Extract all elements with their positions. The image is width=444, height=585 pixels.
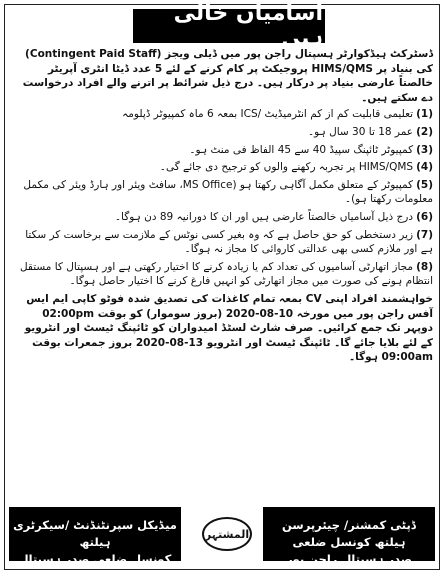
signature-line: میڈیکل سپرنٹنڈنٹ /سیکرٹری ہیلتھ [13,518,177,549]
advertisement-page [4,1,440,583]
list-item [11,160,433,175]
item-text: کمپیوٹر ٹائپنگ سپیڈ 40 سے 45 الفاظ فی منٹ ہو۔ [189,143,414,156]
item-number: (2) [416,125,433,138]
item-number: (8) [416,260,433,273]
item-text: عمر 18 تا 30 سال ہو۔ [308,125,414,138]
item-text: تعلیمی قابلیت کم از کم انٹرمیڈیٹ /ICS بمعہ 6 ماہ کمپیوٹر ڈپلومہ [122,108,414,121]
item-number: (3) [416,143,433,156]
advertiser-stamp: المشتہر [202,517,252,551]
signature-line: ڈپٹی کمشنر/ چیئرپرسن ہیلتھ کونسل ضلعی [282,518,416,549]
page-title: آسامیاں خالی ہیں [133,9,325,43]
list-item [11,143,433,158]
item-text: HIMS/QMS پر تجربہ رکھنے والوں کو ترجیح دی جائے گی۔ [159,161,414,174]
advertisement-body [11,47,433,367]
item-number: (6) [416,210,433,223]
signature-block-deputy-commissioner [263,507,435,566]
item-number: (1) [416,108,433,121]
item-text: درج ذیل آسامیاں خالصتاً عارضی ہیں اور ان کا دورانیہ 89 دن ہوگا۔ [114,210,414,223]
list-item [11,228,433,257]
item-text: زیر دستخطی کو حق حاصل ہے کہ وہ بغیر کسی نوٹس کے ملازمت سے برخاست کر سکتا ہے اور ملازم کسی بھی عدالتی کاروائی کا مجاز نہ ہوگا۔ [25,228,433,256]
item-number: (4) [416,161,433,174]
list-item [11,210,433,225]
item-number: (7) [416,228,433,241]
item-text: مجاز اتھارٹی آسامیوں کی تعداد کم یا زیادہ کرنے کا اختیار رکھتی ہے اور ہسپتال کا مستقل انتظام ہونے کی صورت میں مجاز اتھارٹی کو انہیں فارغ کرنے کا اختیار حاصل ہوگا۔ [19,260,433,288]
intro-paragraph: ڈسٹرکٹ ہیڈکوارٹر ہسپتال راجن پور میں ڈیلی ویجز (Contingent Paid Staff) کی بنیاد پر HIMS/QMS پروجیکٹ پر کام کرنے کے لئے 5 عدد ڈیٹا انٹری آپریٹر خالصتاً عارضی بنیاد پر درکار ہیں۔ درج ذیل شرائط پر اترنے والے افراد درخواست دے سکتے ہیں۔ [22,48,433,104]
list-item [11,125,433,140]
list-item [11,178,433,207]
list-item [11,260,433,289]
signature-line: کونسل ضلعی صدر ہسپتال راجن پور [18,552,172,583]
closing-paragraph: خواہشمند افراد اپنی CV بمعہ تمام کاغذات کی تصدیق شدہ فوٹو کاپی ایم ایس آفس راجن پور میں مورخہ 10-08-2020 (بروز سوموار) کو بوقت 02:00pm دوپہر تک جمع کرائیں۔ صرف شارٹ لسٹڈ امیدواران کو ٹائپنگ ٹیسٹ اور انٹرویو کے لئے بلایا جائے گا۔ ٹائپنگ ٹیسٹ اور انٹرویو 13-08-2020 بروز جمعرات بوقت 09:00am ہوگا۔ [24,292,433,364]
item-text: کمپیوٹر کے متعلق مکمل آگاہی رکھتا ہو (MS Office، سافٹ ویئر اور ہارڈ ویئر کی مکمل معلومات رکھتا ہو)۔ [23,178,433,206]
signature-line: صدر ہسپتال راجن پور [286,552,412,566]
signature-block-medical-superintendent [9,507,181,583]
list-item [11,107,433,122]
item-number: (5) [416,178,433,191]
signature-footer [9,507,435,583]
